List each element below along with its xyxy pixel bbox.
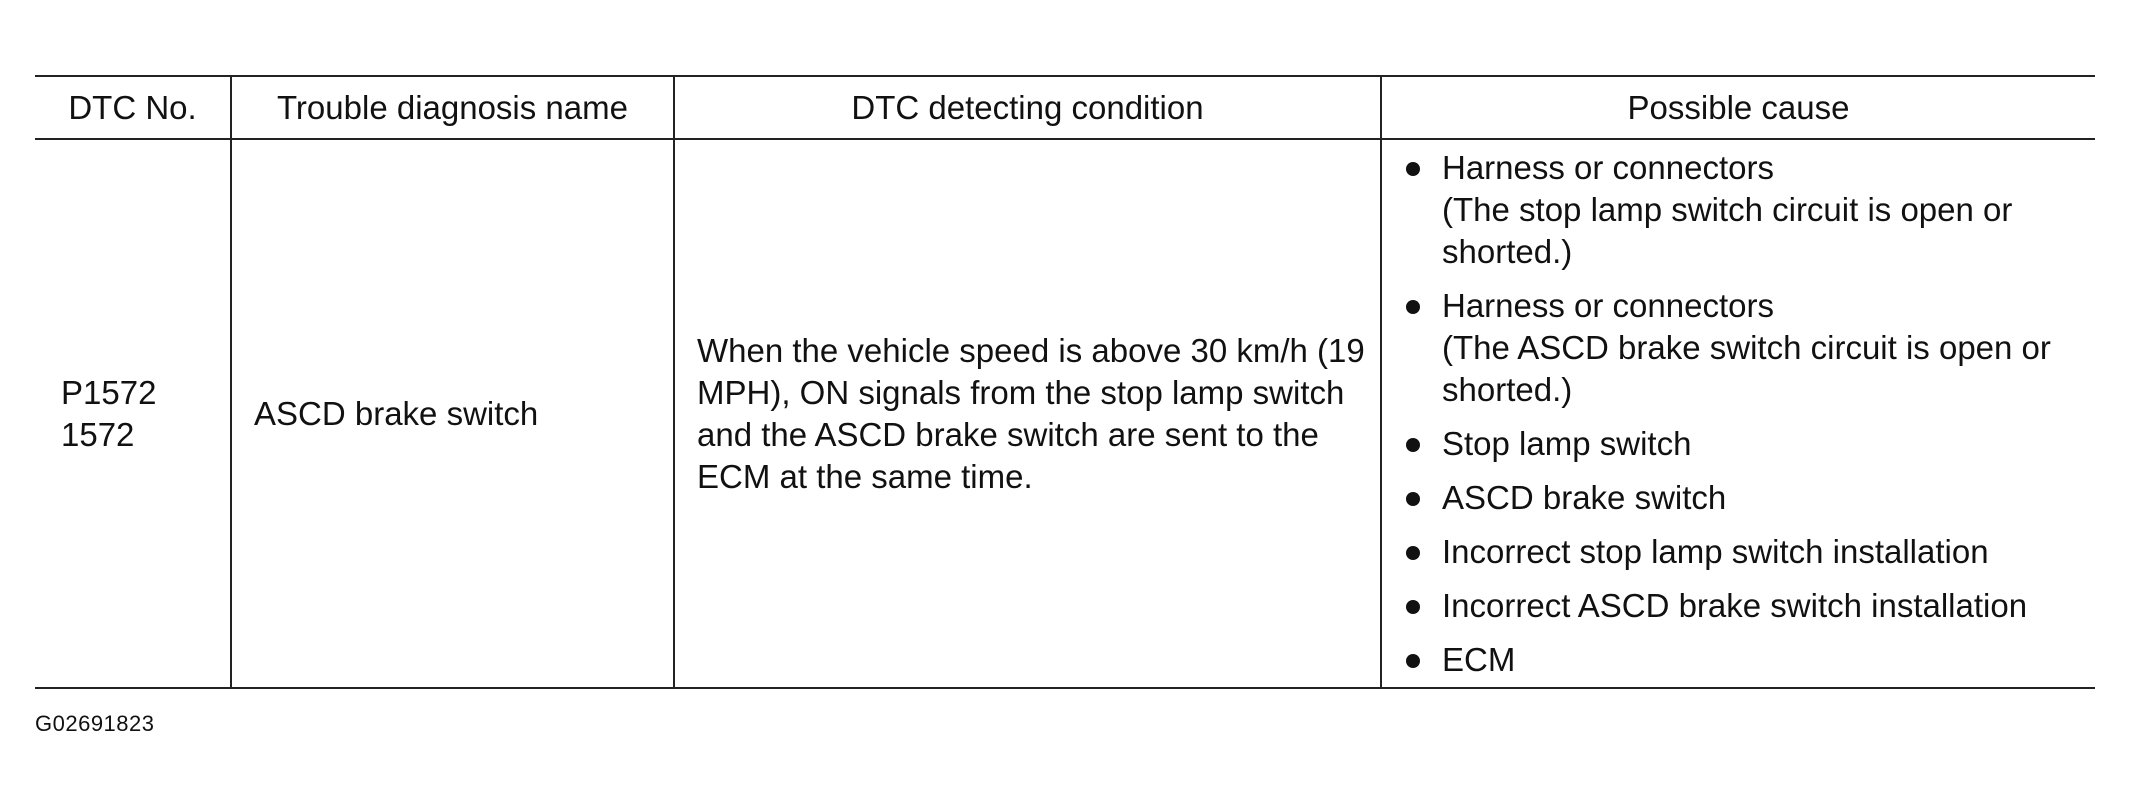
bullet-icon [1406,492,1420,506]
header-dtc-detecting-condition: DTC detecting condition [674,76,1381,139]
cause-text: ECM [1442,640,1516,678]
cause-text: Harness or connectors [1442,286,1774,324]
table-body [35,139,2095,688]
cause-text: Incorrect stop lamp switch installation [1442,532,1989,570]
list-item [1402,531,2095,573]
cause-text: Harness or connectors [1442,148,1774,186]
dtc-code-secondary: 1572 [61,415,135,453]
header-possible-cause: Possible cause [1381,76,2095,139]
header-row [35,76,2095,139]
cause-text: Incorrect ASCD brake switch installation [1442,586,2028,624]
dtc-code-primary: P1572 [61,373,157,411]
cause-text: Stop lamp switch [1442,424,1692,462]
table-row [35,139,2095,688]
dtc-table [35,75,2095,689]
possible-cause-cell [1381,139,2095,688]
bullet-icon [1406,438,1420,452]
cause-detail: (The ASCD brake switch circuit is open or shorted.) [1442,328,2051,408]
diagnosis-name-cell: ASCD brake switch [231,139,674,688]
list-item [1402,639,2095,681]
bullet-icon [1406,546,1420,560]
figure-id: G02691823 [35,711,155,736]
list-item [1402,423,2095,465]
cause-detail: (The stop lamp switch circuit is open or shorted.) [1442,190,2013,270]
table-header [35,76,2095,139]
list-item [1402,285,2095,411]
cause-text: ASCD brake switch [1442,478,1727,516]
list-item [1402,477,2095,519]
header-trouble-diagnosis-name: Trouble diagnosis name [231,76,674,139]
dtc-number-cell [35,139,231,688]
bullet-icon [1406,600,1420,614]
header-dtc-no: DTC No. [35,76,231,139]
bullet-icon [1406,162,1420,176]
list-item [1402,585,2095,627]
detecting-condition-cell: When the vehicle speed is above 30 km/h (19 MPH), ON signals from the stop lamp switch and the ASCD brake switch are sent to the ECM at the same time. [674,139,1381,688]
list-item [1402,147,2095,273]
bullet-icon [1406,654,1420,668]
possible-cause-list [1402,147,2095,681]
bullet-icon [1406,300,1420,314]
